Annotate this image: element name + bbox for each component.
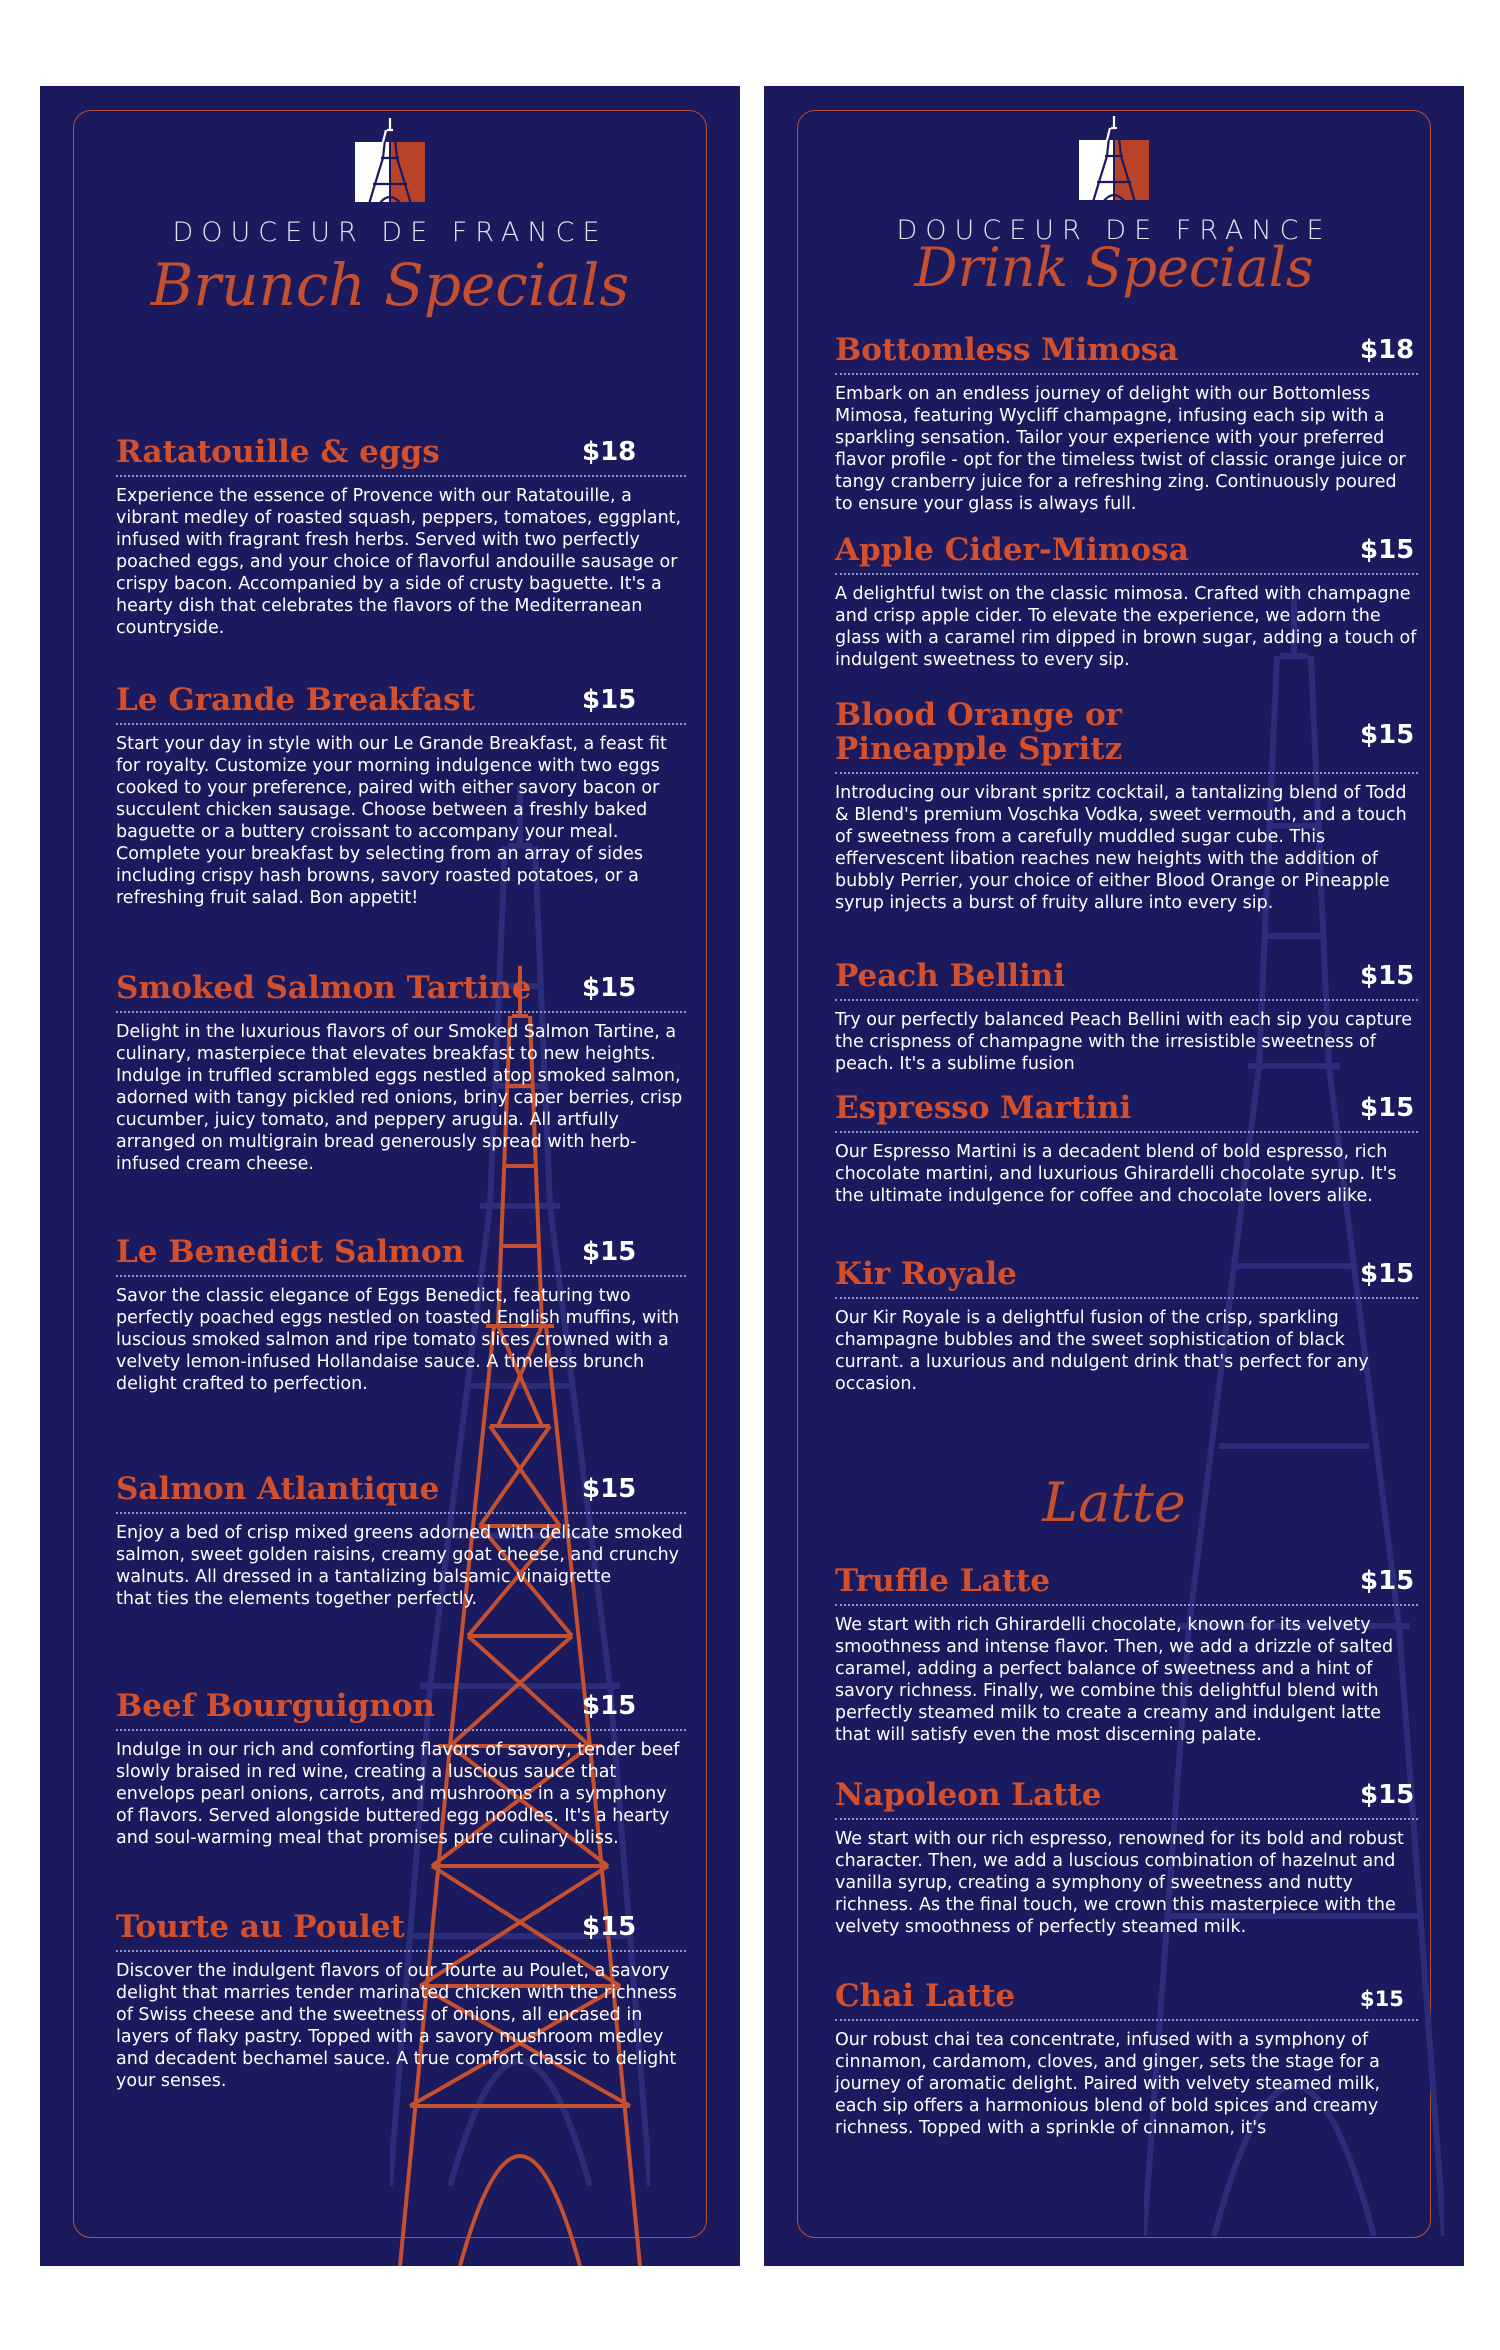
menu-item-description: Enjoy a bed of crisp mixed greens adorned with delicate smoked salmon, sweet golden raisins, creamy goat cheese, and crunchy walnuts. All dressed in a tantalizing balsamic vinaigrette that ties the elements together perfectly. [116, 1522, 683, 1609]
menu-item-price: $15 [582, 1911, 637, 1942]
menu-item-description: A delightful twist on the classic mimosa. Crafted with champagne and crisp apple cider. To elevate the experience, we adorn the glass with a caramel rim dipped in brown sugar, adding a touch of indulgent sweetness to every sip. [835, 583, 1417, 670]
menu-item [835, 1979, 1418, 2139]
menu-item-description: Savor the classic elegance of Eggs Benedict, featuring two perfectly poached eggs nestled on toasted English muffins, with luscious smoked salmon and ripe tomato slices crowned with a velvety lemon-infused Hollandaise sauce. A timeless brunch delight crafted to perfection. [116, 1285, 680, 1394]
menu-item-header [116, 679, 686, 725]
menu-item [116, 1906, 686, 2092]
menu-item [116, 1685, 686, 1849]
brand-name: DOUCEUR DE FRANCE [896, 215, 1332, 246]
menu-item [835, 1778, 1418, 1938]
menu-item-description: We start with our rich espresso, renowned for its bold and robust character. Then, we add a luscious combination of hazelnut and vanilla syrup, creating a symphony of sweetness and nutty richness. As the final touch, we crown this masterpiece with the velvety smoothness of perfectly steamed milk. [835, 1829, 1404, 1937]
menu-item [116, 1468, 686, 1610]
menu-item-name: Chai Latte [835, 1978, 1016, 2014]
menu-item-description: Embark on an endless journey of delight with our Bottomless Mimosa, featuring Wycliff champagne, infusing each sip with a sparkling sensation. Tailor your experience with your preferred flavor profile - opt for the timeless twist of classic orange juice or tangy cranberry juice for a refreshing zing. Continuously poured to ensure your glass is always full. [835, 384, 1406, 514]
drink-specials-title: Drink Specials [914, 236, 1314, 299]
menu-item-description: We start with rich Ghirardelli chocolate, known for its velvety smoothness and intense flavor. Then, we add a drizzle of salted caramel, adding a perfect balance of sweetness and a hint of savory richness. Finally, we combine this delightful blend with perfectly steamed milk to create a creamy and indulgent latte that will satisfy even the most discerning palate. [835, 1614, 1394, 1745]
menu-item-price: $15 [1360, 1259, 1415, 1289]
menu-item-name: Bottomless Mimosa [835, 332, 1179, 368]
menu-item-header [835, 1564, 1418, 1606]
menu-item [835, 1253, 1418, 1395]
menu-item-price: $15 [1360, 720, 1415, 750]
menu-item-description: Delight in the luxurious flavors of our Smoked Salmon Tartine, a culinary, masterpiece that elevates breakfast to new heights. Indulge in truffled scrambled eggs nestled atop smoked salmon, adorned with tangy pickled red onions, briny caper berries, crisp cucumber, juicy tomato, and peppery arugula. All artfully arranged on multigrain bread generously spread with herb-infused cream cheese. [116, 1021, 683, 1174]
menu-item [116, 431, 686, 639]
menu-item-name: Le Benedict Salmon [116, 1233, 465, 1270]
menu-item [835, 1564, 1418, 1746]
menu-item-header [835, 329, 1418, 375]
menu-item-name: Apple Cider-Mimosa [835, 531, 1189, 568]
menu-item-name: Ratatouille & eggs [116, 434, 440, 470]
menu-item-header [835, 959, 1418, 1001]
menu-item-header [835, 529, 1418, 575]
menu-item-description: Our Espresso Martini is a decadent blend of bold espresso, rich chocolate martini, and luxurious Ghirardelli chocolate syrup. It's the ultimate indulgence for coffee and chocolate lovers alike. [835, 1142, 1397, 1206]
menu-item-price: $15 [1360, 961, 1415, 991]
menu-item-price: $18 [1360, 335, 1415, 365]
menu-item-header [835, 1091, 1418, 1133]
brunch-specials-title: Brunch Specials [150, 251, 630, 319]
brand-name: DOUCEUR DE FRANCE [172, 217, 608, 248]
menu-item [835, 692, 1418, 914]
menu-item-price: $15 [582, 1691, 637, 1721]
menu-item-name: Truffle Latte [835, 1562, 1051, 1599]
menu-item-description: Experience the essence of Provence with our Ratatouille, a vibrant medley of roasted squash, peppers, tomatoes, eggplant, infused with fragrant fresh herbs. Served with two perfectly poached eggs, and your choice of flavorful andouille sausage or crispy bacon. Accompanied by a side of crusty baguette. It's a hearty dish that celebrates the flavors of the Mediterranean countryside. [116, 486, 682, 638]
menu-item-price: $15 [582, 684, 637, 715]
menu-item [116, 967, 686, 1175]
menu-item [116, 679, 686, 909]
menu-item-price: $18 [582, 437, 637, 467]
brunch-menu-panel [40, 86, 740, 2266]
menu-item-name: Tourte au Poulet [116, 1908, 405, 1945]
menu-item-name: Smoked Salmon Tartine [116, 969, 532, 1006]
menu-item [835, 1091, 1418, 1207]
logo-icon [1059, 114, 1169, 209]
brand-block [764, 114, 1464, 246]
menu-item-header [116, 967, 686, 1013]
latte-title: Latte [1042, 1471, 1186, 1534]
brand-block [40, 116, 740, 248]
menu-item-price: $15 [582, 1236, 637, 1267]
menu-item [835, 329, 1418, 515]
menu-item-header [116, 1231, 686, 1277]
menu-item-name: Napoleon Latte [835, 1777, 1102, 1813]
menu-item-price: $15 [582, 972, 637, 1003]
menu-item-price: $15 [1360, 1987, 1404, 2011]
menu-item-header [116, 1468, 686, 1514]
menu-item-description: Our robust chai tea concentrate, infused with a symphony of cinnamon, cardamom, cloves, and ginger, sets the stage for a journey of aromatic delight. Paired with velvety steamed milk, each sip offers a harmonious blend of bold spices and creamy richness. Topped with a sprinkle of cinnamon, it's [835, 2030, 1381, 2138]
drinks-menu-panel [764, 86, 1464, 2266]
menu-item-header [116, 1685, 686, 1731]
menu-item-name: Salmon Atlantique [116, 1470, 440, 1507]
menu-item-name: Peach Bellini [835, 958, 1066, 994]
menu-item-header [116, 1906, 686, 1952]
menu-item [835, 959, 1418, 1075]
logo-icon [335, 116, 445, 211]
menu-item-name: Kir Royale [835, 1256, 1017, 1292]
menu-item [835, 529, 1418, 671]
menu-item-name: Espresso Martini [835, 1090, 1132, 1126]
menu-item-name: Blood Orange or Pineapple Spritz [835, 697, 1123, 767]
menu-item-description: Start your day in style with our Le Grande Breakfast, a feast fit for royalty. Customize your morning indulgence with two eggs cooked to your preference, paired with either savory bacon or succulent chicken sausage. Choose between a freshly baked baguette or a buttery croissant to accompany your meal. Complete your breakfast by selecting from an array of sides including crispy hash browns, savory roasted potatoes, or a refreshing fruit salad. Bon appetit! [116, 733, 667, 908]
menu-item-name: Beef Bourguignon [116, 1688, 435, 1724]
menu-item-price: $15 [582, 1473, 637, 1504]
menu-item-description: Discover the indulgent flavors of our Tourte au Poulet, a savory delight that marries tender marinated chicken with the richness of Swiss cheese and the sweetness of onions, all encased in layers of flaky pastry. Topped with a savory mushroom medley and decadent bechamel sauce. A true comfort classic to delight your senses. [116, 1960, 677, 2091]
menu-item [116, 1231, 686, 1395]
menu-item-header [835, 1253, 1418, 1299]
menu-item-price: $15 [1360, 1780, 1415, 1810]
menu-item-description: Try our perfectly balanced Peach Bellini with each sip you capture the crispness of champagne with the irresistible sweetness of peach. It's a sublime fusion [835, 1010, 1412, 1074]
menu-item-name: Le Grande Breakfast [116, 681, 475, 718]
menu-item-price: $15 [1360, 1093, 1415, 1123]
menu-item-description: Indulge in our rich and comforting flavors of savory, tender beef slowly braised in red wine, creating a luscious sauce that envelops pearl onions, carrots, and mushrooms in a symphony of flavors. Served alongside buttered egg noodles. It's a hearty and soul-warming meal that promises pure culinary bliss. [116, 1740, 680, 1848]
menu-item-price: $15 [1360, 1565, 1415, 1596]
menu-item-description: Introducing our vibrant spritz cocktail, a tantalizing blend of Todd & Blend's premium Voschka Vodka, sweet vermouth, and a touch of sweetness from a carefully muddled sugar cube. This effervescent libation reaches new heights with the addition of bubbly Perrier, your choice of either Blood Orange or Pineapple syrup injects a burst of fruity allure into every sip. [835, 783, 1407, 913]
menu-item-header [835, 1979, 1418, 2021]
menu-item-header [116, 431, 686, 477]
menu-item-header [835, 1778, 1418, 1820]
menu-item-header [835, 692, 1418, 774]
menu-item-description: Our Kir Royale is a delightful fusion of the crisp, sparkling champagne bubbles and the sweet sophistication of black currant. a luxurious and ndulgent drink that's perfect for any occasion. [835, 1308, 1369, 1394]
menu-item-price: $15 [1360, 534, 1415, 565]
